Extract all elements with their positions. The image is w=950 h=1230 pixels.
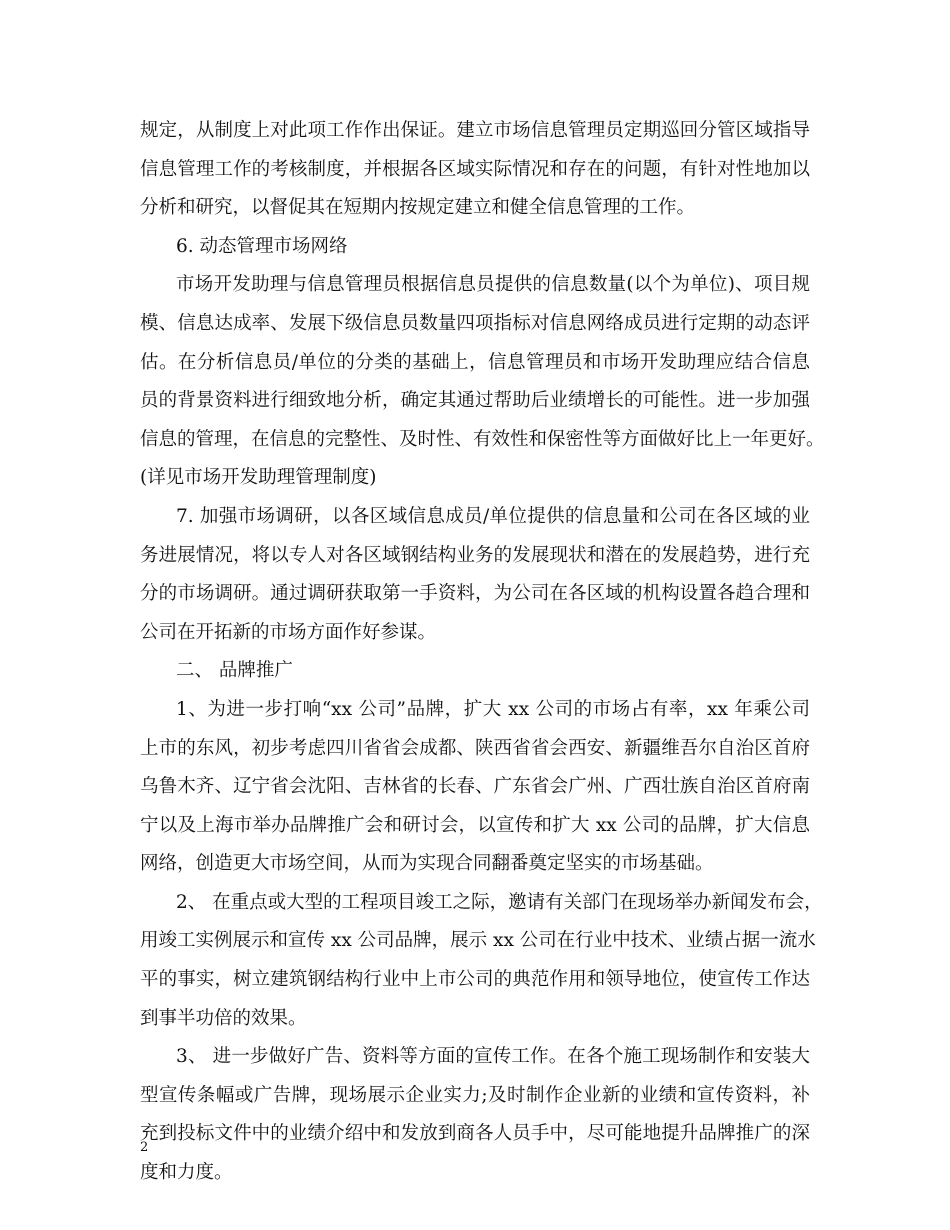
paragraph-line: 员的背景资料进行细致地分析，确定其通过帮助后业绩增长的可能性。进一步加强 bbox=[140, 390, 810, 412]
paragraph-line: 3、 进一步做好广告、资料等方面的宣传工作。在各个施工现场制作和安装大 bbox=[176, 1046, 810, 1068]
paragraph-line: 到事半功倍的效果。 bbox=[140, 1007, 307, 1029]
paragraph-line: 充到投标文件中的业绩介绍中和发放到商各人员手中，尽可能地提升品牌推广的深 bbox=[140, 1123, 810, 1145]
section-heading: 6. 动态管理市场网络 bbox=[176, 235, 348, 257]
paragraph-line: 型宣传条幅或广告牌，现场展示企业实力;及时制作企业新的业绩和宣传资料，补 bbox=[140, 1084, 810, 1106]
paragraph-line: 7. 加强市场调研，以各区域信息成员/单位提供的信息量和公司在各区域的业 bbox=[176, 505, 810, 527]
page-number: 2 bbox=[140, 1140, 149, 1155]
paragraph-line: 网络，创造更大市场空间，从而为实现合同翻番奠定坚实的市场基础。 bbox=[140, 853, 714, 875]
paragraph-line: 分析和研究，以督促其在短期内按规定建立和健全信息管理的工作。 bbox=[140, 197, 696, 219]
paragraph-line: 乌鲁木齐、辽宁省会沈阳、吉林省的长春、广东省会广州、广西壮族自治区首府南 bbox=[140, 776, 810, 798]
paragraph-line: 1、为进一步打响“xx 公司”品牌，扩大 xx 公司的市场占有率，xx 年乘公司 bbox=[176, 698, 810, 720]
document-body bbox=[140, 112, 825, 1193]
paragraph-line: 信息管理工作的考核制度，并根据各区域实际情况和存在的问题，有针对性地加以 bbox=[140, 158, 810, 180]
paragraph-line: 宁以及上海市举办品牌推广会和研讨会，以宣传和扩大 xx 公司的品牌，扩大信息 bbox=[140, 814, 810, 836]
section-heading: 二、 品牌推广 bbox=[176, 660, 293, 682]
paragraph-line: 用竣工实例展示和宣传 xx 公司品牌，展示 xx 公司在行业中技术、业绩占据一流水 bbox=[140, 930, 816, 952]
paragraph-line: 2、 在重点或大型的工程项目竣工之际，邀请有关部门在现场举办新闻发布会， bbox=[176, 891, 823, 913]
paragraph-line: 模、信息达成率、发展下级信息员数量四项指标对信息网络成员进行定期的动态评 bbox=[140, 312, 810, 334]
paragraph-line: 度和力度。 bbox=[140, 1162, 233, 1184]
paragraph-line: 分的市场调研。通过调研获取第一手资料，为公司在各区域的机构设置各趋合理和 bbox=[140, 583, 810, 605]
paragraph-line: 规定，从制度上对此项工作作出保证。建立市场信息管理员定期巡回分管区域指导 bbox=[140, 120, 810, 141]
paragraph-line: 市场开发助理与信息管理员根据信息员提供的信息数量(以个为单位)、项目规 bbox=[176, 274, 810, 296]
paragraph-line: 务进展情况，将以专人对各区域钢结构业务的发展现状和潜在的发展趋势，进行充 bbox=[140, 544, 810, 566]
paragraph-line: 上市的东风，初步考虑四川省省会成都、陕西省省会西安、新疆维吾尔自治区首府 bbox=[140, 737, 810, 759]
paragraph-line: 估。在分析信息员/单位的分类的基础上，信息管理员和市场开发助理应结合信息 bbox=[140, 351, 810, 373]
paragraph-line: 公司在开拓新的市场方面作好参谋。 bbox=[140, 621, 437, 643]
paragraph-line: 平的事实，树立建筑钢结构行业中上市公司的典范作用和领导地位，使宣传工作达 bbox=[140, 969, 810, 991]
paragraph-line: (详见市场开发助理管理制度) bbox=[140, 467, 377, 489]
paragraph-line: 信息的管理，在信息的完整性、及时性、有效性和保密性等方面做好比上一年更好。 bbox=[140, 428, 825, 450]
